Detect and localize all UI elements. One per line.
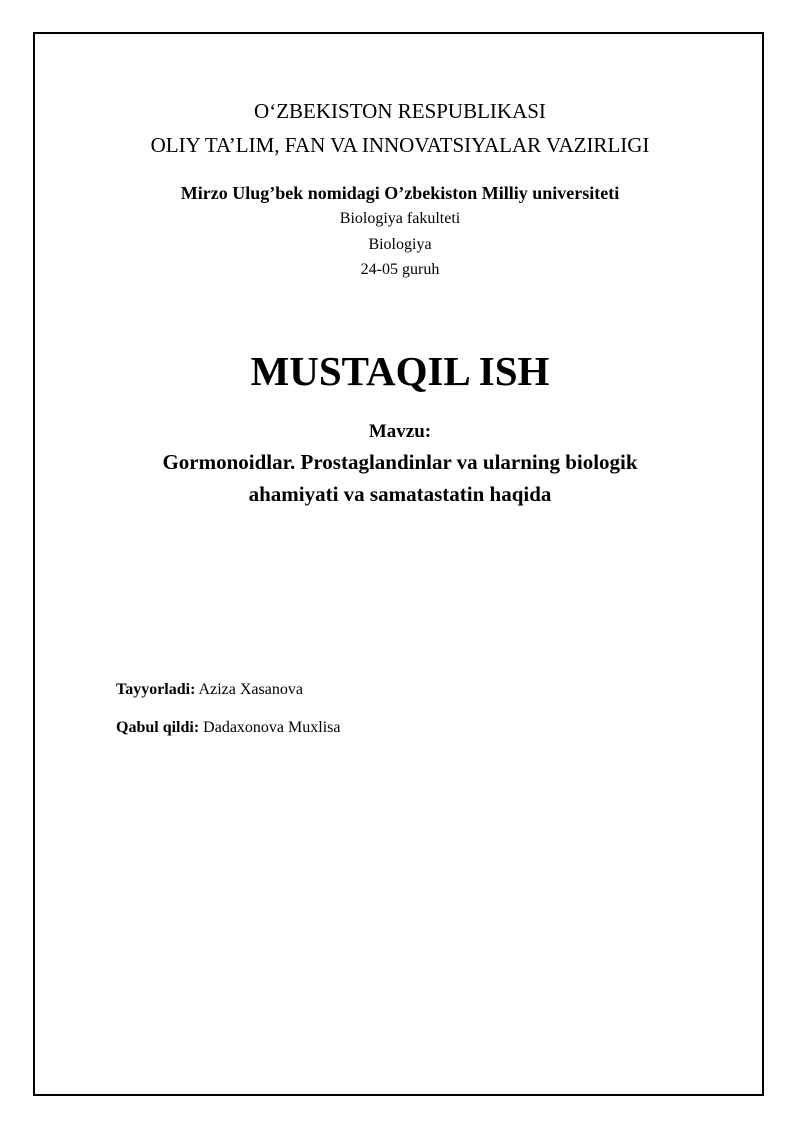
accepted-by — [116, 716, 340, 740]
document-title: MUSTAQIL ISH — [250, 348, 550, 394]
topic-label: Mavzu: — [368, 421, 432, 442]
direction-name: Biologiya — [368, 236, 432, 253]
accepted-by-label: Qabul qildi: — [116, 719, 200, 736]
group-number: 24-05 guruh — [360, 261, 440, 278]
faculty-name: Biologiya fakulteti — [339, 210, 461, 227]
ministry-country-line: O‘ZBEKISTON RESPUBLIKASI — [254, 99, 546, 123]
accepted-by-name: Dadaxonova Muxlisa — [203, 719, 341, 736]
topic-line-1: Gormonoidlar. Prostaglandinlar va ularning biologik — [162, 450, 638, 474]
topic-line-2: ahamiyati va samatastatin haqida — [248, 482, 552, 506]
prepared-by-name: Aziza Xasanova — [198, 681, 303, 698]
ministry-name-line: OLIY TA’LIM, FAN VA INNOVATSIYALAR VAZIRLIGI — [150, 133, 650, 157]
university-name: Mirzo Ulug’bek nomidagi O’zbekiston Milliy universiteti — [180, 183, 620, 203]
prepared-by-label: Tayyorladi: — [116, 681, 196, 698]
prepared-by — [116, 678, 303, 702]
